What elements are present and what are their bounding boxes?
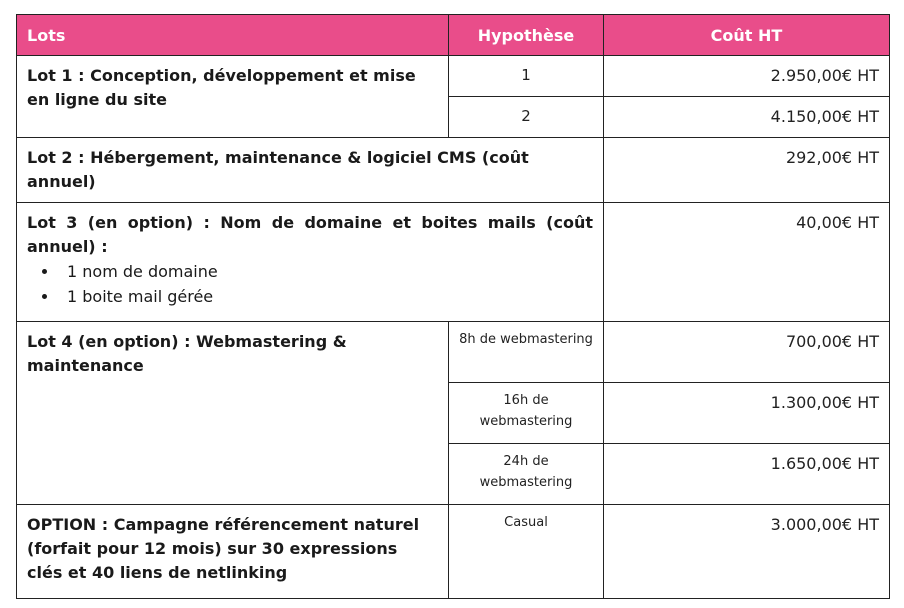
pricing-table [16,14,890,599]
lot1-label: Lot 1 : Conception, développement et mise en ligne du site [17,56,449,138]
header-cout: Coût HT [604,15,890,56]
header-row [17,15,890,56]
table-row [17,322,890,383]
lot1-hyp1: 1 [449,56,604,97]
option-hyp: Casual [449,505,604,599]
option-label: OPTION : Campagne référencement naturel (forfait pour 12 mois) sur 30 expressions clés et 40 liens de netlinking [17,505,449,599]
lot4-cost2: 1.300,00€ HT [604,383,890,444]
lot1-cost1: 2.950,00€ HT [604,56,890,97]
table-row [17,505,890,599]
lot3-cell [17,203,604,322]
lot2-cost: 292,00€ HT [604,138,890,203]
lot1-cost2: 4.150,00€ HT [604,97,890,138]
table-row [17,138,890,203]
lot3-label: Lot 3 (en option) : Nom de domaine et boites mails (coût annuel) : [27,213,593,256]
header-hypothese: Hypothèse [449,15,604,56]
header-lots: Lots [17,15,449,56]
lot4-hyp1: 8h de webmastering [449,322,604,383]
lot4-cost3: 1.650,00€ HT [604,444,890,505]
lot4-hyp2: 16h de webmastering [449,383,604,444]
table-row [17,203,890,322]
lot1-hyp2: 2 [449,97,604,138]
table-row [17,56,890,97]
lot3-bullet-2: • 1 boite mail gérée [59,284,593,309]
lot4-hyp3: 24h de webmastering [449,444,604,505]
lot2-label: Lot 2 : Hébergement, maintenance & logiciel CMS (coût annuel) [17,138,604,203]
option-cost: 3.000,00€ HT [604,505,890,599]
lot3-bullets [27,259,593,309]
lot4-cost1: 700,00€ HT [604,322,890,383]
lot3-cost: 40,00€ HT [604,203,890,322]
lot3-bullet-1: • 1 nom de domaine [59,259,593,284]
lot4-label: Lot 4 (en option) : Webmastering & maintenance [17,322,449,505]
